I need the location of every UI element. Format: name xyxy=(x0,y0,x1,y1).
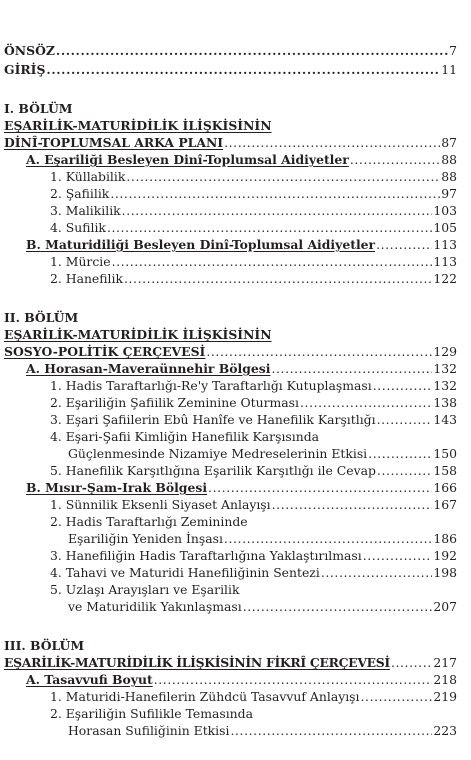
dot-leader xyxy=(224,530,432,547)
dot-leader xyxy=(122,202,433,219)
toc-entry-onsoz xyxy=(0,42,471,59)
page-number: 103 xyxy=(433,203,457,218)
page-number: 138 xyxy=(433,395,457,410)
page-number: 192 xyxy=(433,548,457,563)
page-number: 87 xyxy=(441,135,457,150)
entry-title: 3. Hanefiliğin Hadis Taraftarlığına Yaklaştırılması xyxy=(50,548,362,563)
entry-title: A. Tasavvufi Boyut xyxy=(26,672,153,687)
toc-row xyxy=(26,151,457,168)
dot-leader xyxy=(107,219,432,236)
entry-title: 5. Hanefilik Karşıtlığına Eşarilik Karşıtlığı ile Cevap xyxy=(50,463,376,478)
entry-title: SOSYO-POLİTİK ÇERÇEVESİ xyxy=(4,344,206,359)
page-number: 88 xyxy=(441,169,457,184)
dot-leader xyxy=(110,185,440,202)
entry-title: 1. Küllabilik xyxy=(50,169,126,184)
toc-entry-item xyxy=(0,722,471,739)
page-number: 218 xyxy=(433,672,457,687)
toc-entry-item-line1: 2. Eşariliğin Sufilikle Temasında xyxy=(50,706,253,721)
toc-entry-item xyxy=(0,219,471,236)
dot-leader xyxy=(271,360,432,377)
toc-row xyxy=(50,168,457,185)
page-number: 167 xyxy=(433,497,457,512)
toc-entry-part3 xyxy=(0,654,471,671)
entry-title: ve Maturidilik Yakınlaşması xyxy=(68,599,242,614)
toc-entry-item xyxy=(0,445,471,462)
toc-entry-item xyxy=(0,185,471,202)
entry-title: Horasan Sufiliğinin Etkisi xyxy=(68,723,230,738)
dot-leader xyxy=(112,253,433,270)
entry-title: ÖNSÖZ xyxy=(4,43,55,58)
toc-entry-item xyxy=(0,270,471,287)
part1-label: I. BÖLÜM xyxy=(4,101,73,116)
toc-row xyxy=(4,134,457,151)
toc-row xyxy=(68,445,457,462)
dot-leader xyxy=(154,671,433,688)
toc-row xyxy=(50,219,457,236)
page-number: 88 xyxy=(441,152,457,167)
dot-leader xyxy=(373,377,433,394)
toc-row xyxy=(50,270,457,287)
page-number: 143 xyxy=(433,412,457,427)
toc-entry-item xyxy=(0,598,471,615)
dot-leader xyxy=(126,168,440,185)
entry-title: 3. Eşari Şafiilerin Ebû Hanîfe ve Hanefilik Karşıtlığı xyxy=(50,412,376,427)
page-number: 219 xyxy=(433,689,457,704)
toc-entry-part2 xyxy=(0,343,471,360)
toc-row xyxy=(68,598,457,615)
entry-title: B. Maturidiliği Besleyen Dinî-Toplumsal Aidiyetler xyxy=(26,237,376,252)
entry-title: 1. Mürcie xyxy=(50,254,111,269)
toc-row xyxy=(68,722,457,739)
entry-title: Eşariliğin Yeniden İnşası xyxy=(68,531,223,546)
part2-label: II. BÖLÜM xyxy=(4,310,79,325)
entry-title: B. Mısır-Şam-Irak Bölgesi xyxy=(26,480,208,495)
page-number: 150 xyxy=(433,446,457,461)
part2-title-line1: EŞARİLİK-MATURİDİLİK İLİŞKİSİNİN xyxy=(4,327,272,342)
entry-title: 2. Şafiilik xyxy=(50,186,110,201)
dot-leader xyxy=(124,270,432,287)
dot-leader xyxy=(243,598,433,615)
dot-leader xyxy=(321,564,433,581)
dot-leader xyxy=(377,411,433,428)
toc-row xyxy=(4,61,457,78)
toc-entry-item xyxy=(0,253,471,270)
page-number: 186 xyxy=(433,531,457,546)
toc-row xyxy=(4,654,457,671)
toc-row xyxy=(50,377,457,394)
entry-title: Güçlenmesinde Nizamiye Medreselerinin Etkisi xyxy=(68,446,368,461)
dot-leader xyxy=(224,134,440,151)
toc-entry-item xyxy=(0,377,471,394)
page-number: 7 xyxy=(449,43,457,58)
toc-entry-item-line1: 2. Hadis Taraftarlığı Zemininde xyxy=(50,514,248,529)
toc-row xyxy=(50,185,457,202)
toc-entry-item xyxy=(0,462,471,479)
toc-entry-giris xyxy=(0,61,471,78)
entry-title: 1. Sünnilik Eksenli Siyaset Anlayışı xyxy=(50,497,271,512)
toc-entry-item xyxy=(0,202,471,219)
page-number: 158 xyxy=(433,463,457,478)
entry-title: GİRİŞ xyxy=(4,62,46,77)
page-number: 11 xyxy=(441,62,457,77)
toc-row xyxy=(26,479,457,496)
toc-row xyxy=(26,236,457,253)
toc-entry-item xyxy=(0,564,471,581)
entry-title: 3. Malikilik xyxy=(50,203,121,218)
page-number: 113 xyxy=(433,254,457,269)
dot-leader xyxy=(350,151,440,168)
toc-entry-item xyxy=(0,411,471,428)
toc-entry-part2-sectionA xyxy=(0,360,471,377)
toc-row xyxy=(50,253,457,270)
entry-title: 4. Tahavi ve Maturidi Hanefiliğinin Sentezi xyxy=(50,565,320,580)
entry-title: 1. Hadis Taraftarlığı-Re'y Taraftarlığı Kutuplaşması xyxy=(50,378,372,393)
dot-leader xyxy=(46,61,440,78)
toc-entry-item xyxy=(0,168,471,185)
page-number: 132 xyxy=(433,378,457,393)
toc-row xyxy=(4,42,457,59)
toc-row xyxy=(26,360,457,377)
dot-leader xyxy=(377,462,432,479)
page-number: 113 xyxy=(433,237,457,252)
page-number: 132 xyxy=(433,361,457,376)
page-number: 207 xyxy=(433,599,457,614)
page-number: 217 xyxy=(433,655,457,670)
page-number: 122 xyxy=(433,271,457,286)
toc-entry-part1-sectionB xyxy=(0,236,471,253)
entry-title: 2. Eşariliğin Şafiilik Zeminine Oturması xyxy=(50,395,299,410)
toc-row xyxy=(50,564,457,581)
dot-leader xyxy=(272,496,433,513)
toc-entry-item xyxy=(0,496,471,513)
toc-row xyxy=(50,394,457,411)
page-number: 166 xyxy=(433,480,457,495)
toc-entry-part2-sectionB xyxy=(0,479,471,496)
entry-title: EŞARİLİK-MATURİDİLİK İLİŞKİSİNİN FİKRÎ ÇERÇEVESİ xyxy=(4,655,390,670)
toc-entry-item xyxy=(0,688,471,705)
dot-leader xyxy=(363,547,433,564)
toc-row xyxy=(26,671,457,688)
dot-leader xyxy=(368,445,432,462)
entry-title: DİNÎ-TOPLUMSAL ARKA PLANI xyxy=(4,135,224,150)
entry-title: A. Eşariliği Besleyen Dinî-Toplumsal Aidiyetler xyxy=(26,152,349,167)
toc-row xyxy=(50,202,457,219)
entry-title: A. Horasan-Maveraünnehir Bölgesi xyxy=(26,361,271,376)
toc-entry-part1-sectionA xyxy=(0,151,471,168)
toc-row xyxy=(4,343,457,360)
toc-entry-item xyxy=(0,547,471,564)
toc-entry-item xyxy=(0,530,471,547)
entry-title: 2. Hanefilik xyxy=(50,271,123,286)
page-number: 129 xyxy=(433,344,457,359)
page-number: 223 xyxy=(433,723,457,738)
toc-row xyxy=(50,411,457,428)
toc-row xyxy=(50,688,457,705)
dot-leader xyxy=(361,688,433,705)
part1-title-line1: EŞARİLİK-MATURİDİLİK İLİŞKİSİNİN xyxy=(4,118,272,133)
toc-entry-part3-sectionA xyxy=(0,671,471,688)
dot-leader xyxy=(206,343,432,360)
toc-entry-item-line1: 4. Eşari-Şafii Kimliğin Hanefilik Karşısında xyxy=(50,429,320,444)
toc-row xyxy=(50,462,457,479)
page-number: 105 xyxy=(433,220,457,235)
entry-title: 1. Maturidi-Hanefilerin Zühdcü Tasavvuf Anlayışı xyxy=(50,689,360,704)
dot-leader xyxy=(230,722,432,739)
entry-title: 4. Sufilik xyxy=(50,220,106,235)
toc-row xyxy=(68,530,457,547)
dot-leader xyxy=(300,394,432,411)
part3-label: III. BÖLÜM xyxy=(4,638,85,653)
toc-entry-item-line1: 5. Uzlaşı Arayışları ve Eşarilik xyxy=(50,582,240,597)
dot-leader xyxy=(208,479,432,496)
toc-row xyxy=(50,496,457,513)
dot-leader xyxy=(56,42,448,59)
toc-entry-item xyxy=(0,394,471,411)
dot-leader xyxy=(391,654,432,671)
page-number: 97 xyxy=(441,186,457,201)
toc-entry-part1 xyxy=(0,134,471,151)
dot-leader xyxy=(376,236,432,253)
page-number: 198 xyxy=(433,565,457,580)
toc-row xyxy=(50,547,457,564)
